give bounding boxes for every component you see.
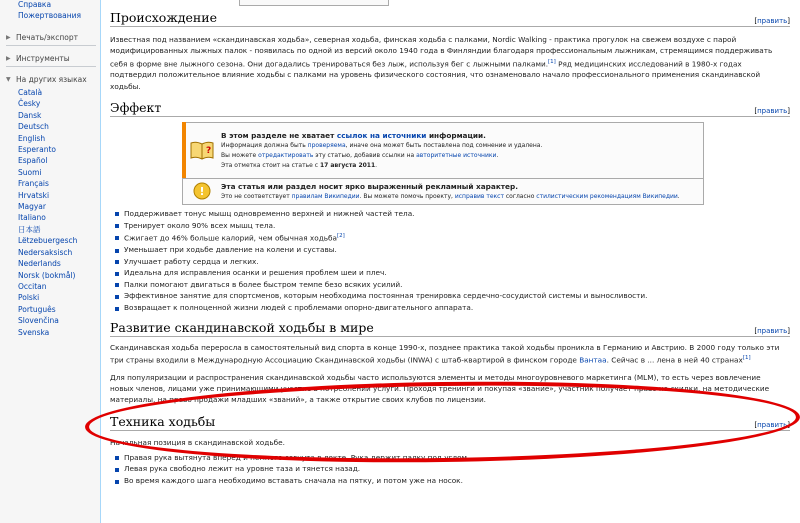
notice-date: 17 августа 2011	[319, 161, 376, 169]
list-item: Уменьшает при ходьбе давление на колени и суставы.	[110, 244, 790, 256]
origin-paragraph: Известная под названием «скандинавская ходьба», северная ходьба, финская ходьба с палками, Nordic Walking - практика прогулок на свежем воздухе с парой модифицированных лыжных палок - появилась по одной из версий около 1940 года в Финляндии благодаря профессиональным лыжникам, стремящимся поддерживать себя в форме вне лыжного сезона. Они догадались тренироваться без лыж, используя бег с лыжными палками.[1] Ряд медицинских исследований в 1980-х годах подтвердил положительное влияние ходьбы с палками на уровень физического состояния, что ознаменовало начало профессионального применения скандинавской ходьбы.	[110, 35, 773, 91]
notice-sources: ? В этом разделе не хватает ссылок на источники информации. Информация должна быть проверяема, иначе она может быть поставлена под сомнение и удалена. Вы можете отредактировать эту статью, добавив ссылки на авторитетные источники. Эта отметка стоит на статье с 17 августа 2011.	[183, 123, 703, 178]
list-item: Идеальна для исправления осанки и решения проблем шеи и плеч.	[110, 267, 790, 279]
vantaa-link[interactable]: Вантаа	[579, 355, 607, 365]
lang-link[interactable]: Slovenčina	[18, 316, 59, 326]
section-heading-origin: Происхождение [править]	[110, 10, 790, 25]
sidebar-section-languages[interactable]: ▼ На других языках	[6, 75, 87, 84]
sidebar	[0, 0, 100, 523]
lang-link[interactable]: Português	[18, 304, 56, 314]
lang-link[interactable]: Svenska	[18, 327, 50, 337]
lang-link[interactable]: Hrvatski	[18, 190, 50, 200]
sidebar-link-donate[interactable]: Пожертвования	[18, 11, 82, 20]
edit-link[interactable]: [править]	[754, 106, 790, 115]
list-item: Правая рука вытянута вперед и немного согнута в локте. Рука держит палку под углом.	[110, 452, 790, 464]
triangle-down-icon: ▼	[6, 76, 11, 83]
list-item: Во время каждого шага необходимо вставать сначала на пятку, и потом уже на носок.	[110, 475, 790, 487]
edit-link[interactable]: [править]	[754, 17, 790, 25]
sidebar-section-tools[interactable]: ▶ Инструменты	[6, 54, 96, 67]
lang-link[interactable]: 日本語	[18, 224, 41, 234]
lang-link[interactable]: Norsk (bokmål)	[18, 270, 76, 280]
lang-link[interactable]: Nederlands	[18, 259, 61, 269]
technique-list	[110, 452, 790, 487]
section-heading-technique: Техника ходьбы [править]	[110, 413, 790, 429]
sidebar-link-help[interactable]: Справка	[18, 0, 52, 9]
list-item: Поддерживает тонус мышц одновременно верхней и нижней частей тела.	[110, 208, 790, 220]
lang-link[interactable]: Esperanto	[18, 145, 56, 155]
technique-intro: Начальная позиция в скандинавской ходьбе.	[110, 437, 285, 447]
sidebar-section-print[interactable]: ▶ Печать/экспорт	[6, 33, 96, 46]
lang-link[interactable]: Deutsch	[18, 122, 49, 132]
list-item: Левая рука свободно лежит на уровне таза и тянется назад.	[110, 463, 790, 475]
list-item: Тренирует около 90% всех мышц тела.	[110, 220, 790, 232]
development-paragraph: Скандинавская ходьба переросла в самостоятельный вид спорта в конце 1990-х, позднее практика такой ходьбы проникла в Германию и Австрию. В 2000 году только эти три страны входили в Международную Ассоциацию Скандинавской ходьбы (INWA) с штаб-квартирой в финском городе Вантаа. Сейчас в ... лена в ней 40 странах[1]	[110, 342, 780, 365]
mlm-paragraph: Для популяризации и распространения скандинавской ходьбы часто используются элементы и методы многоуровневого маркетинга (MLM), то есть через вовлечение новых членов, лицами уже принимающими участие в потреблении услуги. Проходя тренинги и покупая «звание», участник получает право на скидки, на методические материалы, на право продажи младших «званий», а также открытие своих клубов по лицензии.	[110, 372, 770, 405]
lang-link[interactable]: Česky	[18, 99, 41, 109]
lang-link[interactable]: Català	[18, 88, 43, 97]
section-heading-development: Развитие скандинавской ходьбы в мире [править]	[110, 319, 790, 335]
article-content	[100, 0, 800, 523]
lang-link[interactable]: Español	[18, 156, 48, 166]
notice-advertising: ! Эта статья или раздел носит ярко выраженный рекламный характер. Это не соответствует правилам Википедии. Вы можете помочь проекту, исправив текст согласно стилистическим рекомендациям Википедии.	[183, 178, 703, 204]
ref-link[interactable]: [2]	[337, 233, 345, 240]
language-list	[6, 87, 100, 338]
edit-link[interactable]: [править]	[754, 420, 790, 429]
list-item: Возвращает к полноценной жизни людей с проблемами опорно-двигательного аппарата.	[110, 302, 790, 314]
top-infobox-edge	[239, 0, 389, 6]
list-item: Палки помогают двигаться в более быстром темпе безо всяких усилий.	[110, 279, 790, 291]
notice-box	[182, 122, 704, 205]
triangle-right-icon: ▶	[6, 34, 11, 41]
effect-list	[110, 208, 790, 314]
edit-article-link[interactable]: отредактировать	[258, 151, 314, 159]
warning-icon	[187, 182, 217, 200]
lang-link[interactable]: Français	[18, 179, 49, 189]
lang-link[interactable]: English	[18, 133, 46, 143]
list-item: Эффективное занятие для спортсменов, которым необходима постоянная тренировка сердечно-сосудистой системы и выносливости.	[110, 290, 790, 302]
ref-link[interactable]: [1]	[742, 354, 751, 361]
sources-link[interactable]: ссылок на источники	[336, 130, 427, 140]
triangle-right-icon: ▶	[6, 55, 11, 62]
svg-text:?: ?	[206, 146, 212, 157]
lang-link[interactable]: Occitan	[18, 281, 47, 291]
lang-link[interactable]: Suomi	[18, 167, 42, 177]
lang-link[interactable]: Nedersaksisch	[18, 247, 73, 257]
book-question-icon	[187, 139, 217, 161]
lang-link[interactable]: Lëtzebuergesch	[18, 236, 78, 246]
ref-link[interactable]: [1]	[548, 58, 556, 65]
notice-stripe	[182, 122, 186, 178]
list-item: Улучшает работу сердца и легких.	[110, 256, 790, 268]
fix-text-link[interactable]: исправив текст	[454, 192, 504, 200]
svg-text:!: !	[199, 185, 205, 199]
list-item: Сжигает до 46% больше калорий, чем обычная ходьба[2]	[110, 231, 790, 244]
lang-link[interactable]: Dansk	[18, 110, 42, 120]
edit-link[interactable]: [править]	[754, 326, 790, 335]
lang-link[interactable]: Polski	[18, 293, 40, 303]
lang-link[interactable]: Magyar	[18, 202, 46, 212]
wiki-rules-link[interactable]: правилам Википедии	[291, 192, 360, 200]
section-heading-effect: Эффект [править]	[110, 99, 790, 115]
verifiable-link[interactable]: проверяема	[307, 141, 346, 149]
lang-link[interactable]: Italiano	[18, 213, 46, 223]
style-guide-link[interactable]: стилистическим рекомендациям Википедии	[536, 192, 678, 200]
reliable-sources-link[interactable]: авторитетные источники	[416, 151, 497, 159]
